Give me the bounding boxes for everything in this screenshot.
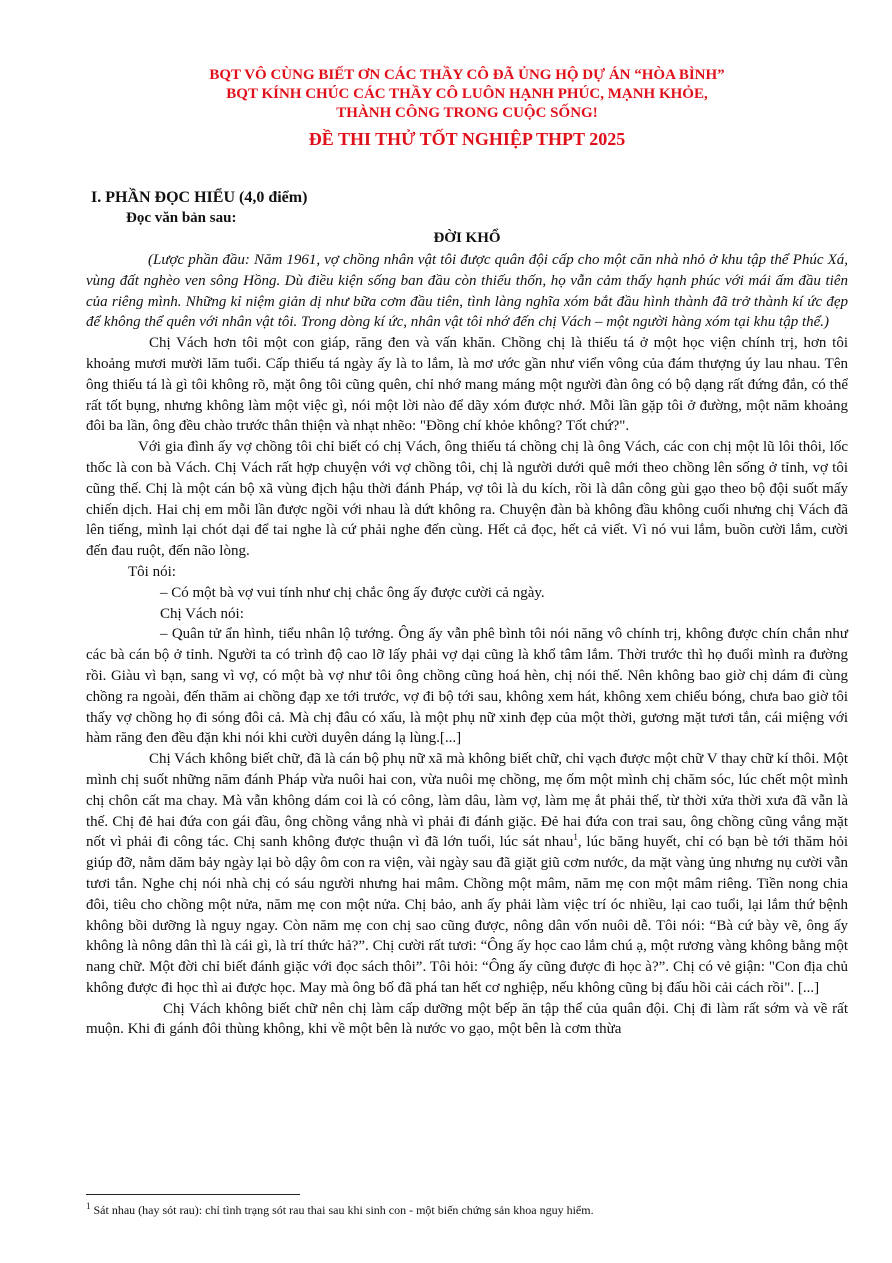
footnote: [86, 1203, 848, 1218]
story-summary: (Lược phần đầu: Năm 1961, vợ chồng nhân vật tôi được quân đội cấp cho một căn nhà nhỏ ở khu tập thể Phúc Xá, vùng đất nghèo ven sông Hồng. Dù điều kiện sống ban đầu còn thiếu thốn, họ vẫn cảm thấy hạnh phúc với mái ấm đầu tiên của riêng mình. Những kỉ niệm giản dị như bữa cơm đầu tiên, tình làng nghĩa xóm bắt đầu hình thành đã trở thành kí ức đẹp để không thể quên với nhân vật tôi. Trong dòng kí ức, nhân vật tôi nhớ đến chị Vách – một người hàng xóm tại khu tập thể.): [86, 252, 848, 331]
dialogue-line: – Quân tử ẩn hình, tiểu nhân lộ tướng. Ông ấy vẫn phê bình tôi nói năng vô chính trị, không được chín chắn như các bà cán bộ ở tỉnh. Người ta có trình độ cao lỡ lấy phải vợ dại cũng là khổ tâm lắm. Thời trước thì họ đuổi mình ra đường rồi. Giàu vì bạn, sang vì vợ, có một bà vợ như tôi ông chồng cũng hoá hèn, chị nói thế. Nên không bao giờ chị dám đi cùng chồng ra ngoài, đến thăm ai chồng đạp xe tới trước, vợ đi bộ tới sau, không xem hát, không xem chiếu bóng, chưa bao giờ tôi thấy vợ chồng họ đi sóng đôi cả. Mà chị đâu có xấu, là một phụ nữ xinh đẹp của một thời, gương mặt tươi tắn, cái miệng với hàm răng đen đều đặn khi nói khi cười duyên dáng lạ lùng.[...]: [86, 626, 848, 747]
reading-instruction: Đọc văn bản sau:: [126, 210, 237, 226]
paragraph-text: Chị Vách không biết chữ, đã là cán bộ phụ nữ xã mà không biết chữ, chỉ vạch được một chữ V thay chữ kí thôi. Một mình chị suốt những năm đánh Pháp vừa nuôi hai con, vừa nuôi mẹ chồng, mẹ ốm một mình chị chăm sóc, lúc chết một mình chị chôn cất ma chay. Mà vẫn không dám coi là có công, làm dâu, làm vợ, làm mẹ ắt phải thế, từ thời xửa thời xưa đã vẫn là thế. Chị đẻ hai đứa con gái đầu, ông chồng vắng nhà vì phải đi đánh giặc. Đẻ hai đứa con trai sau, ông chồng cũng vắng mặt nốt vì phải đi công tác. Chị sanh không được thuận vì đã lớn tuổi, lúc sát nhau: [86, 751, 848, 851]
paragraph-text: , lúc băng huyết, chỉ có bạn bè tới thăm hỏi giúp đỡ, nằm dăm bảy ngày lại bò dậy ôm con ra viện, vài ngày sau đã giặt giũ cơm nước, da mặt vàng ủng nhưng nụ cười vẫn tươi tắn. Nghe chị nói nhà chị có sáu người nhưng hai mâm. Chồng một mâm, năm mẹ con một mâm riêng. Tiền nong chia đôi, tiêu cho chồng một nửa, năm mẹ con một nửa. Chị bảo, anh ấy phải làm việc trí óc nhiều, lại cao tuổi, lại lắm thứ bệnh không bồi dưỡng là nguy ngay. Còn năm mẹ con chị sao cũng được, nông dân vốn nuôi dễ. Tôi nói: “Bà cứ bày vẽ, ông ấy không là nông dân thì là cái gì, là trí thức hả?”. Chị cười rất tươi: “Ông ấy học cao lắm chú ạ, một rương vàng không bằng một nang chữ. Một đời chỉ biết đánh giặc với đọc sách thôi”. Tôi hỏi: “Ông ấy cũng được đi học à?”. Chị có vẻ giận: "Con địa chủ không được đi học thì ai được học. May mà ông bố đã phá tan hết cơ nghiệp, nếu không cũng bị đấu hồi cải cách rồi". [...]: [86, 834, 848, 996]
exam-title: ĐỀ THI THỬ TỐT NGHIỆP THPT 2025: [308, 129, 626, 149]
dialogue-line: – Có một bà vợ vui tính như chị chắc ông ấy được cười cả ngày.: [160, 584, 545, 601]
footnote-reference: 1: [573, 832, 578, 843]
footnote-text: Sát nhau (hay sót rau): chỉ tình trạng sót rau thai sau khi sinh con - một biến chứng sản khoa nguy hiểm.: [90, 1203, 594, 1217]
footnote-marker: 1: [86, 1201, 91, 1211]
story-paragraph: Chị Vách không biết chữ nên chị làm cấp dưỡng một bếp ăn tập thể của quân đội. Chị đi làm rất sớm và về rất muộn. Khi đi gánh đôi thùng không, khi về một bên là nước vo gạo, một bên là cơm thừa: [86, 1000, 848, 1038]
document-header: [86, 66, 848, 150]
story-body: [86, 250, 848, 1040]
story-title: ĐỜI KHỔ: [433, 230, 501, 246]
section-heading: I. PHẦN ĐỌC HIỂU (4,0 điểm): [91, 189, 308, 206]
dialogue-speaker: Chị Vách nói:: [160, 605, 244, 622]
story-paragraph: Chị Vách hơn tôi một con giáp, răng đen và vấn khăn. Chồng chị là thiếu tá ở một học viện chính trị, hơn tôi khoảng mươi mười lăm tuổi. Cấp thiếu tá ngày ấy là to lắm, là mơ ước gần như viển vông của đám thượng úy lau nhau. Tên ông thiếu tá là gì tôi không rõ, mặt ông tôi cũng quên, chỉ nhớ mang máng một người đàn ông có bộ dạng rất đứng đắn, có thể rất tốt bụng, nhưng không làm một việc gì, nói một lời nào để dãy xóm được nhớ. Mỗi lần gặp tôi ở đường, một năm khoảng đôi ba lần, ông đều chào trước thân thiện và nhạt nhẽo: "Đồng chí khỏe không? Tốt chứ?".: [86, 335, 848, 435]
header-wishes-line: BQT KÍNH CHÚC CÁC THẦY CÔ LUÔN HẠNH PHÚC, MẠNH KHỎE,: [226, 86, 708, 102]
dialogue-speaker: Tôi nói:: [128, 563, 176, 580]
story-paragraph: [86, 749, 848, 999]
story-paragraph: Với gia đình ấy vợ chồng tôi chỉ biết có chị Vách, ông thiếu tá chồng chị là ông Vách, các con chị một lũ lôi thôi, lốc thốc là con bà Vách. Chị Vách rất hợp chuyện với vợ chồng tôi, chị là người dưới quê mới theo chồng lên sống ở tỉnh, vợ tôi cũng thế. Chị là một cán bộ xã vùng địch hậu thời đánh Pháp, vợ tôi là du kích, rồi là dân công gùi gạo theo bộ đội suốt mấy chiến dịch. Hai chị em mỗi lần được ngồi với nhau là dứt không ra. Chuyện đàn bà không đầu không cuối nhưng chị Vách đã lên tiếng, mình lại chót dại để tai nghe là cứ phải nghe đến cùng. Hết cả đọc, hết cả viết. Vì nó vui lắm, buồn cười lắm, cười đến đau ruột, đến não lòng.: [86, 439, 848, 560]
header-success-line: THÀNH CÔNG TRONG CUỘC SỐNG!: [336, 105, 598, 121]
footnote-divider: [86, 1194, 300, 1195]
header-thanks-line: BQT VÔ CÙNG BIẾT ƠN CÁC THẦY CÔ ĐÃ ỦNG HỘ DỰ ÁN “HÒA BÌNH”: [209, 67, 725, 83]
